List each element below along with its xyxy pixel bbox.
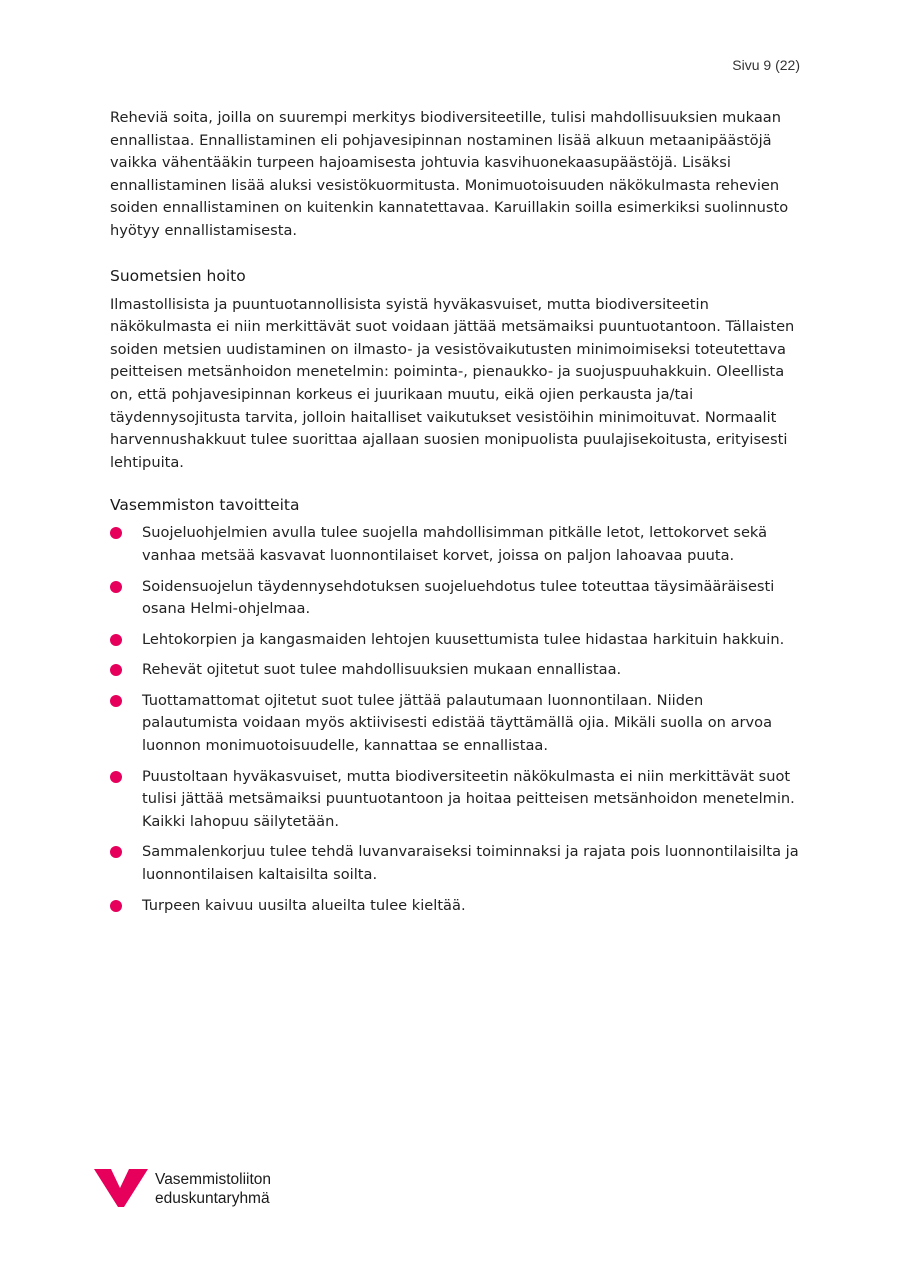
list-item-text: Sammalenkorjuu tulee tehdä luvanvaraiseksi toiminnaksi ja rajata pois luonnontilaisilta ja luonnontilaisen kaltaisilta soilta. [142,843,799,884]
bullet-dot-icon [110,846,122,858]
bullet-dot-icon [110,527,122,539]
document-body [110,107,800,925]
list-item-text: Lehtokorpien ja kangasmaiden lehtojen kuusettumista tulee hidastaa harkituin hakkuin. [142,630,785,648]
list-item-text: Suojeluohjelmien avulla tulee suojella mahdollisimman pitkälle letot, lettokorvet sekä vanhaa metsää kasvavat luonnontilaiset korvet, joissa on paljon lahoavaa puuta. [142,524,768,564]
bullet-dot-icon [110,900,122,912]
page-number: Sivu 9 (22) [732,57,800,73]
list-item [110,766,800,834]
organization-name [155,1170,271,1208]
section-heading-tavoitteita: Vasemmiston tavoitteita [110,496,300,515]
v-logo-icon [94,1166,148,1208]
org-name-line1: Vasemmistoliiton [155,1171,272,1188]
bullet-dot-icon [110,581,122,593]
bullet-dot-icon [110,634,122,646]
goals-list [110,522,800,917]
bullet-dot-icon [110,695,122,707]
list-item-text: Tuottamattomat ojitetut suot tulee jättää palautumaan luonnontilaan. Niiden palautumista voidaan myös aktiivisesti edistää täyttämällä ojia. Mikäli suolla on arvoa luonnon monimuotoisuudelle, kannattaa se ennallistaa. [142,691,773,755]
list-item [110,690,800,758]
list-item-text: Turpeen kaivuu uusilta alueilta tulee kieltää. [142,896,466,914]
bullet-dot-icon [110,664,122,676]
list-item [110,576,800,621]
list-item [110,841,800,886]
list-item [110,895,800,918]
list-item [110,522,800,567]
section-paragraph-suometsien-hoito: Ilmastollisista ja puuntuotannollisista syistä hyväkasvuiset, mutta biodiversiteetin näkökulmasta ei niin merkittävät suot voidaan jättää metsämaiksi puuntuotantoon. Tällaisten soiden metsien uudistaminen on ilmasto- ja vesistövaikutusten minimoimiseksi toteutettava peitteisen metsänhoidon menetelmin: poiminta-, pienaukko- ja suojuspuuhakkuin. Oleellista on, että pohjavesipinnan korkeus ei juurikaan muutu, eikä ojien perkausta ja/tai täydennysojitusta tarvita, jolloin haitalliset vaikutukset vesistöihin minimoituvat. Normaalit harvennushakkuut tulee suorittaa ajallaan suosien monipuolista puulajisekoitusta, erityisesti lehtipuita. [110,295,795,471]
footer-logo [94,1166,271,1208]
list-item [110,659,800,682]
org-name-line2: eduskuntaryhmä [155,1190,270,1207]
bullet-dot-icon [110,771,122,783]
list-item-text: Rehevät ojitetut suot tulee mahdollisuuksien mukaan ennallistaa. [142,661,622,679]
list-item-text: Soidensuojelun täydennysehdotuksen suojeluehdotus tulee toteuttaa täysimääräisesti osana Helmi-ohjelmaa. [142,577,775,618]
section-heading-suometsien-hoito: Suometsien hoito [110,266,246,285]
list-item-text: Puustoltaan hyväkasvuiset, mutta biodiversiteetin näkökulmasta ei niin merkittävät suot tulisi jättää metsämaiksi puuntuotantoon ja hoitaa peitteisen metsänhoidon menetelmin. Kaikki lahopuu säilytetään. [142,767,795,830]
list-item [110,629,800,652]
intro-paragraph: Reheviä soita, joilla on suurempi merkitys biodiversiteetille, tulisi mahdollisuuksien mukaan ennallistaa. Ennallistaminen eli pohjavesipinnan nostaminen lisää alkuun metaanipäästöjä vaikka vähentääkin turpeen hajoamisesta johtuvia kasvihuonekaasupäästöjä. Lisäksi ennallistaminen lisää aluksi vesistökuormitusta. Monimuotoisuuden näkökulmasta rehevien soiden ennallistaminen on kuitenkin kannatettavaa. Karuillakin soilla esimerkiksi suolinnusto hyötyy ennallistamisesta. [110,109,789,239]
